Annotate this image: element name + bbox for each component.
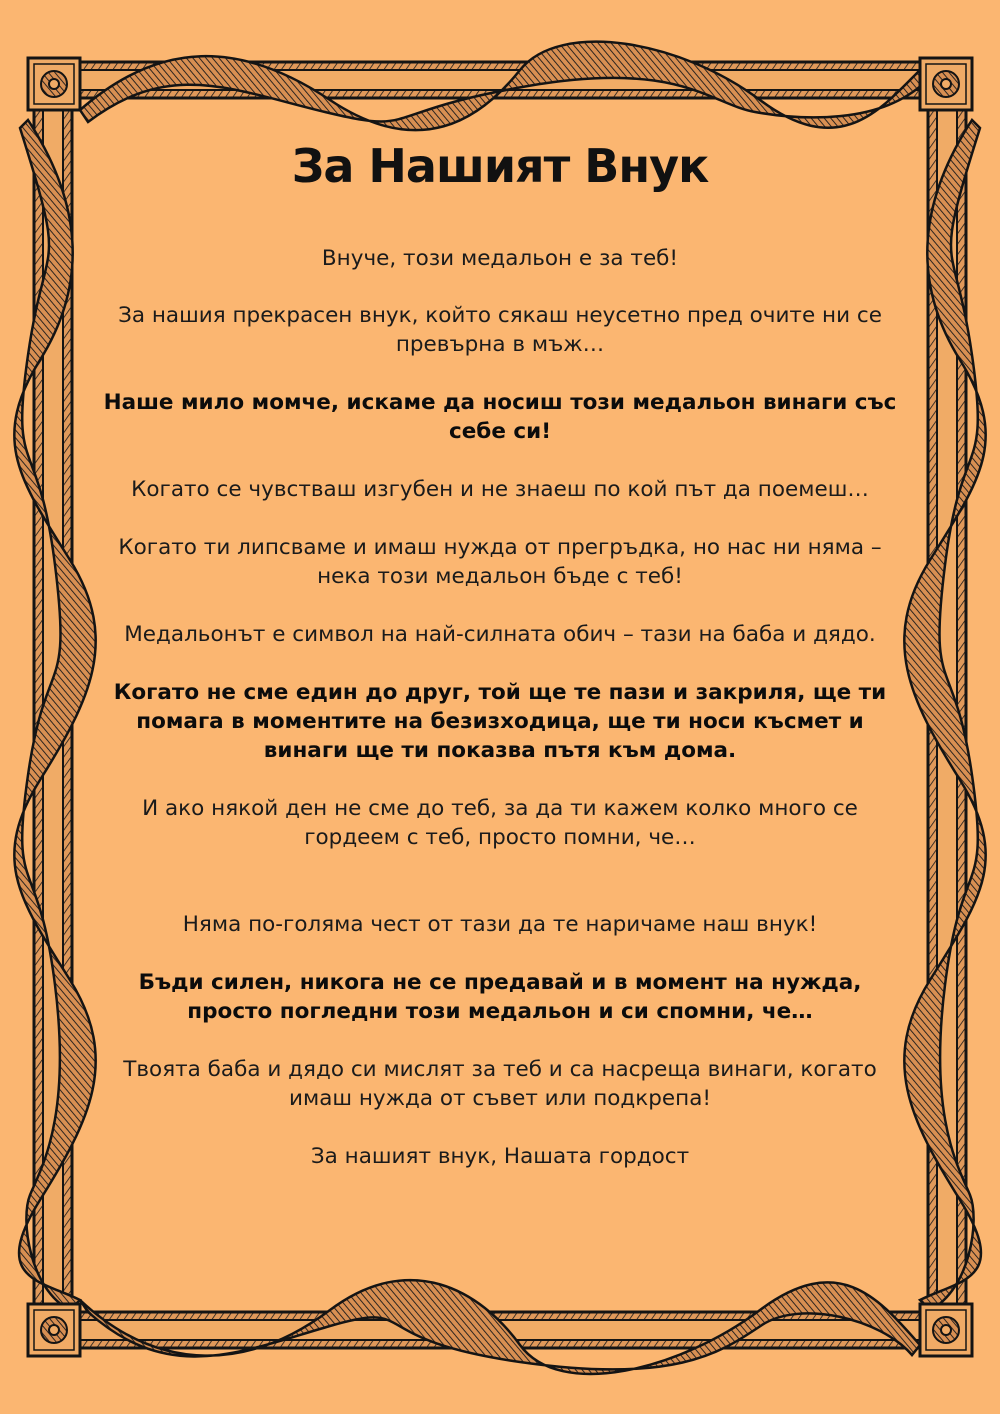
paragraph: И ако някой ден не сме до теб, за да ти кажем колко много се гордеем с теб, просто помни, че… [142, 796, 858, 850]
flower-rosette-icon [933, 1317, 959, 1343]
page-title: За Нашият Внук [291, 139, 709, 193]
corner-top-left [28, 58, 80, 110]
corner-bottom-left [28, 1304, 80, 1356]
paragraph: Няма по-голяма чест от тази да те наричаме наш внук! [182, 912, 818, 937]
paragraph: Бъди силен, никога не се предавай и в момент на нужда, просто погледни този медальон и си спомни, че… [138, 970, 862, 1024]
corner-top-right [920, 58, 972, 110]
paragraph: Когато ти липсваме и имаш нужда от прегръдка, но нас ни няма – нека този медальон бъде с теб! [118, 535, 882, 589]
flower-rosette-icon [933, 71, 959, 97]
paragraph: Когато не сме един до друг, той ще те пази и закриля, ще ти помага в моментите на безизходица, ще ти носи късмет и винаги ще ти показва пътя към дома. [113, 680, 887, 763]
flower-rosette-icon [41, 1317, 67, 1343]
paragraph: Внуче, този медальон е за теб! [321, 246, 679, 271]
flower-rosette-icon [41, 71, 67, 97]
paragraph: Твоята баба и дядо си мислят за теб и са насреща винаги, когато имаш нужда от съвет или подкрепа! [123, 1057, 877, 1111]
paragraph: Медальонът е символ на най-силната обич – тази на баба и дядо. [124, 622, 876, 647]
document-body [95, 130, 905, 1230]
paragraph: Когато се чувстваш изгубен и не знаеш по кой път да поемеш… [131, 477, 869, 502]
signature-line: За нашият внук, Нашата гордост [310, 1144, 690, 1169]
paragraph: За нашия прекрасен внук, който сякаш неусетно пред очите ни се превърна в мъж… [118, 303, 882, 357]
corner-bottom-right [920, 1304, 972, 1356]
paragraph: Наше мило момче, искаме да носиш този медальон винаги със себе си! [103, 390, 897, 444]
